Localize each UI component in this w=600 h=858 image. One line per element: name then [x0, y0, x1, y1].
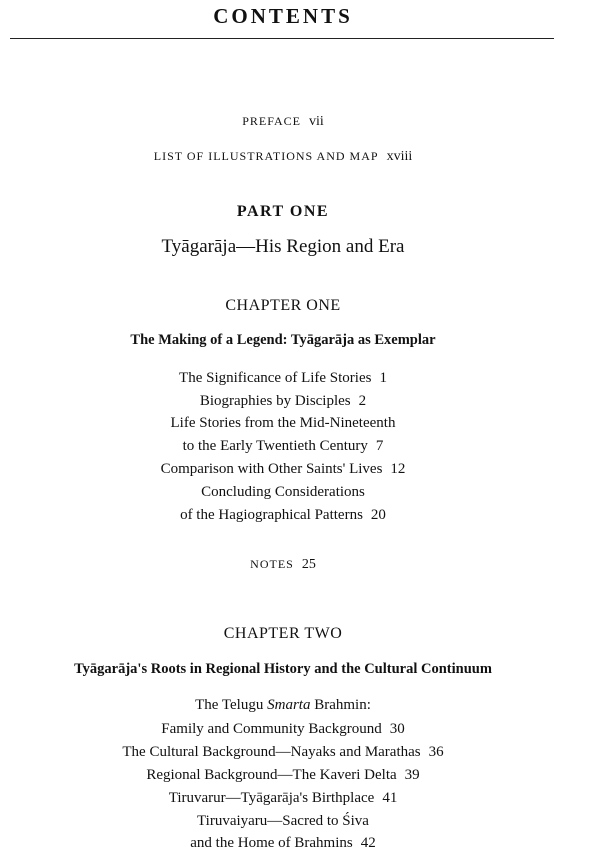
entry-page: 42: [360, 835, 376, 851]
entry-label: LIST OF ILLUSTRATIONS AND MAP: [153, 149, 379, 163]
toc-entry[interactable]: [0, 813, 566, 830]
toc-entry-notes[interactable]: [0, 557, 566, 573]
entry-text: The Cultural Background—Nayaks and Marathas: [122, 744, 421, 760]
entry-text: Life Stories from the Mid-Nineteenth: [170, 415, 396, 431]
part-title: Tyāgarāja—His Region and Era: [161, 236, 405, 257]
entry-page: 1: [379, 370, 387, 386]
toc-entry[interactable]: [0, 461, 566, 478]
toc-entry[interactable]: [0, 393, 566, 410]
toc-entry[interactable]: [0, 790, 566, 807]
entry-text-after: Brahmin:: [310, 697, 371, 713]
toc-entry[interactable]: [0, 721, 566, 738]
toc-entry[interactable]: [0, 438, 566, 455]
entry-page: 36: [428, 744, 444, 760]
entry-text: of the Hagiographical Patterns: [180, 507, 363, 523]
entry-page: 30: [389, 721, 405, 737]
entry-page: 12: [390, 461, 406, 477]
chapter-two-label: CHAPTER TWO: [223, 625, 343, 642]
entry-text: Biographies by Disciples: [199, 393, 351, 409]
chapter-one-title[interactable]: The Making of a Legend: Tyāgarāja as Exemplar: [130, 332, 436, 348]
entry-page: 2: [358, 393, 367, 409]
toc-entry[interactable]: [0, 767, 566, 784]
toc-entry[interactable]: [0, 507, 566, 524]
toc-entry-preface[interactable]: [0, 114, 566, 130]
entry-page: 20: [370, 507, 386, 523]
page-heading: CONTENTS: [213, 4, 353, 28]
toc-entry[interactable]: [0, 370, 566, 387]
entry-text: Comparison with Other Saints' Lives: [160, 461, 383, 477]
entry-text: and the Home of Brahmins: [190, 835, 353, 851]
toc-entry-illustrations[interactable]: [0, 149, 566, 165]
entry-text: Concluding Considerations: [201, 484, 365, 500]
entry-text-before: The Telugu: [195, 697, 268, 713]
entry-text: to the Early Twentieth Century: [182, 438, 368, 454]
entry-page: vii: [309, 114, 324, 129]
entry-text: The Significance of Life Stories: [179, 370, 372, 386]
entry-page: 41: [382, 790, 398, 806]
entry-text: Tiruvarur—Tyāgarāja's Birthplace: [168, 790, 375, 806]
notes-label: NOTES: [250, 557, 294, 571]
entry-text: Regional Background—The Kaveri Delta: [146, 767, 397, 783]
entry-page: xviii: [386, 149, 413, 164]
chapter-two-title[interactable]: Tyāgarāja's Roots in Regional History and the Cultural Continuum: [74, 661, 492, 677]
entry-page: 39: [404, 767, 420, 783]
entry-page: 25: [301, 557, 316, 572]
toc-entry[interactable]: [0, 744, 566, 761]
chapter-one-label: CHAPTER ONE: [225, 297, 341, 314]
entry-page: 7: [375, 438, 384, 454]
toc-entry[interactable]: [0, 484, 566, 501]
heading-rule: [10, 38, 554, 39]
entry-text: Family and Community Background: [161, 721, 382, 737]
entry-text: Tiruvaiyaru—Sacred to Śiva: [197, 813, 369, 829]
toc-entry[interactable]: [0, 415, 566, 432]
toc-entry[interactable]: [0, 697, 566, 714]
entry-label: PREFACE: [242, 114, 301, 128]
part-label: PART ONE: [236, 203, 330, 220]
toc-entry[interactable]: [0, 835, 566, 852]
entry-text-italic: Smarta: [267, 697, 311, 713]
